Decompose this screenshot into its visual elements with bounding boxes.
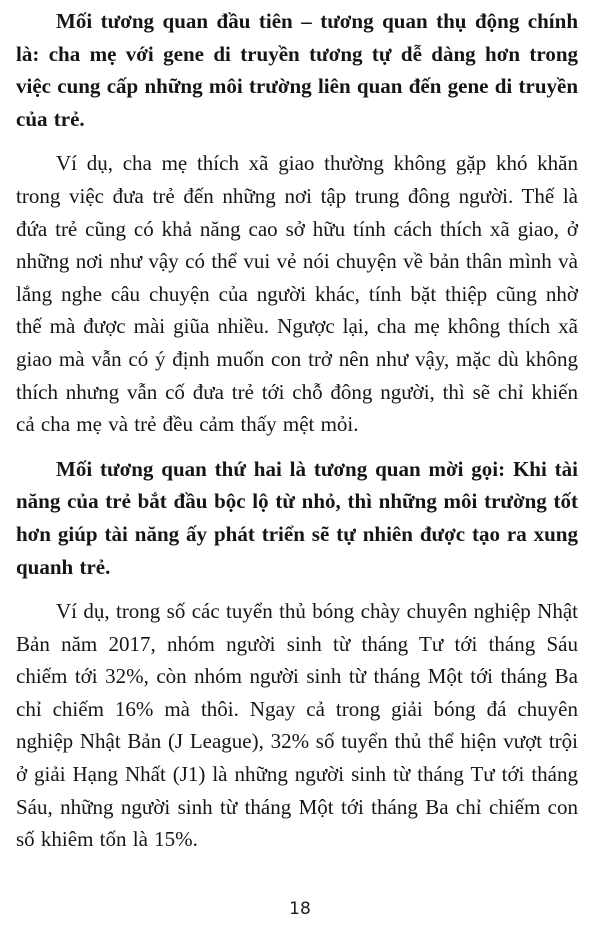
paragraph-athlete-example: Ví dụ, trong số các tuyển thủ bóng chày chuyên nghiệp Nhật Bản năm 2017, nhóm người sinh từ tháng Tư tới tháng Sáu chiếm tới 32%, còn nhóm người sinh từ tháng Một tới tháng Ba chỉ chiếm 16% mà thôi. Ngay cả trong giải bóng đá chuyên nghiệp Nhật Bản (J League), 32% số tuyển thủ thể hiện vượt trội ở giải Hạng Nhất (J1) là những người sinh từ tháng Tư tới tháng Sáu, những người sinh từ tháng Một tới tháng Ba chỉ chiếm con số khiêm tốn là 15%.	[16, 599, 578, 852]
paragraph-passive-correlation: Mối tương quan đầu tiên – tương quan thụ động chính là: cha mẹ với gene di truyền tương tự dễ dàng hơn trong việc cung cấp những môi trường liên quan đến gene di truyền của trẻ.	[16, 9, 578, 131]
paragraph-evocative-correlation: Mối tương quan thứ hai là tương quan mời gọi: Khi tài năng của trẻ bắt đầu bộc lộ từ nhỏ, thì những môi trường tốt hơn giúp tài năng ấy phát triển sẽ tự nhiên được tạo ra xung quanh trẻ.	[16, 456, 578, 579]
paragraph-social-example: Ví dụ, cha mẹ thích xã giao thường không gặp khó khăn trong việc đưa trẻ đến những nơi tập trung đông người. Thế là đứa trẻ cũng có khả năng cao sở hữu tính cách thích xã giao, ở những nơi như vậy có thể vui vẻ nói chuyện về bản thân mình và lắng nghe câu chuyện của người khác, tính bặt thiệp cũng nhờ thế mà được mài giũa nhiều. Ngược lại, cha mẹ không thích xã giao mà vẫn có ý định muốn con trở nên như vậy, mặc dù không thích nhưng vẫn cố đưa trẻ tới chỗ đông người, thì sẽ chỉ khiến cả cha mẹ và trẻ đều cảm thấy mệt mỏi.	[16, 151, 578, 437]
page-number: 18	[289, 899, 311, 919]
